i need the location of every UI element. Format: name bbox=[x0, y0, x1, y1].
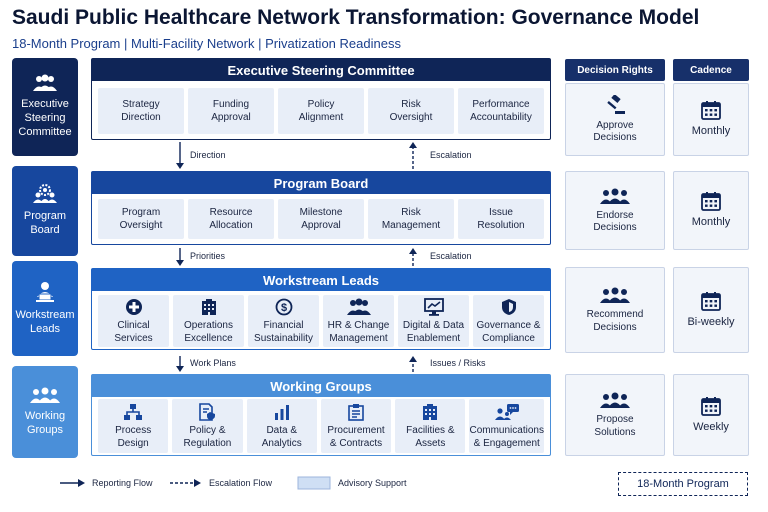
level-label-line: Steering bbox=[24, 112, 66, 125]
group-icon bbox=[600, 391, 630, 409]
page-title: Saudi Public Healthcare Network Transformation: Governance Model bbox=[12, 6, 700, 29]
reporting-flow-label: Direction bbox=[190, 149, 226, 160]
level-box bbox=[12, 58, 78, 156]
panel-item[interactable] bbox=[398, 295, 469, 347]
level-label-line: Working bbox=[24, 410, 66, 423]
plus-circle-icon bbox=[125, 298, 143, 316]
cadence-card bbox=[673, 374, 749, 456]
calendar-icon bbox=[701, 191, 721, 211]
group-icon bbox=[30, 386, 60, 404]
panel-items bbox=[98, 399, 544, 453]
panel-items bbox=[98, 295, 544, 347]
level-label bbox=[15, 309, 74, 337]
panel-item-line: Milestone bbox=[299, 207, 343, 218]
panel-item-line: Procurement bbox=[327, 424, 385, 436]
level-label-line: Executive bbox=[21, 98, 69, 111]
panel-item-line: Operations bbox=[184, 319, 233, 331]
panel-item[interactable] bbox=[98, 399, 168, 453]
legend-reporting: Reporting Flow bbox=[92, 478, 153, 488]
panel-items bbox=[98, 199, 544, 239]
panel-item-line: Approval bbox=[301, 220, 341, 231]
panel-item[interactable] bbox=[278, 199, 364, 239]
panel-title: Working Groups bbox=[92, 375, 550, 397]
escalation-flow-label: Escalation bbox=[430, 251, 472, 261]
program-duration-badge: 18-Month Program bbox=[618, 472, 748, 496]
panel-item-line: Strategy bbox=[122, 99, 160, 110]
panel-item[interactable] bbox=[248, 295, 319, 347]
cadence-value: Weekly bbox=[693, 420, 729, 433]
panel-item-line: Approval bbox=[211, 112, 251, 123]
decision-rights-line: Recommend bbox=[586, 309, 644, 320]
cadence-value: Monthly bbox=[691, 216, 731, 229]
group-icon bbox=[600, 187, 630, 205]
panel-items bbox=[98, 88, 544, 134]
panel-item[interactable] bbox=[98, 295, 169, 347]
decision-rights-line: Decisions bbox=[593, 222, 637, 233]
panel-item[interactable] bbox=[188, 88, 274, 134]
decision-rights-card bbox=[565, 171, 665, 250]
panel-item-line: Policy & bbox=[189, 424, 226, 436]
panel-item-line: Risk bbox=[401, 207, 421, 218]
clipboard-icon bbox=[348, 403, 364, 421]
panel-item[interactable] bbox=[458, 88, 544, 134]
panel-item-line: & Contracts bbox=[329, 437, 383, 449]
panel-item-line: Digital & Data bbox=[402, 319, 465, 331]
calendar-icon bbox=[701, 100, 721, 120]
panel-item-line: Direction bbox=[121, 112, 161, 123]
panel-item[interactable] bbox=[188, 199, 274, 239]
document-shield-icon bbox=[198, 403, 216, 421]
decision-rights-card bbox=[565, 267, 665, 353]
group-icon bbox=[600, 286, 630, 304]
panel-item-line: Issue bbox=[489, 207, 513, 218]
level-label-line: Board bbox=[30, 224, 60, 236]
panel-item[interactable] bbox=[368, 199, 454, 239]
level-label-line: Workstream bbox=[15, 308, 75, 321]
panel-item-line: Oversight bbox=[389, 112, 433, 123]
decision-rights-line: Decisions bbox=[593, 132, 637, 143]
panel-item-line: Services bbox=[114, 332, 153, 344]
panel-item-line: Resource bbox=[209, 207, 253, 218]
escalation-flow-label: Issues / Risks bbox=[430, 358, 486, 368]
panel-title: Executive Steering Committee bbox=[92, 59, 550, 81]
panel-item-line: Alignment bbox=[298, 112, 344, 123]
panel-item[interactable] bbox=[469, 399, 543, 453]
building-icon bbox=[421, 403, 439, 421]
level-label-line: Groups bbox=[26, 424, 64, 436]
level-label bbox=[25, 410, 65, 438]
decision-rights-card bbox=[565, 83, 665, 156]
level-panel bbox=[91, 171, 551, 245]
decision-rights-line: Propose bbox=[596, 414, 634, 425]
panel-item-line: Facilities & bbox=[406, 424, 455, 436]
panel-item-line: & Engagement bbox=[473, 437, 540, 449]
decision-rights-line: Solutions bbox=[594, 426, 636, 438]
panel-item[interactable] bbox=[321, 399, 391, 453]
level-box bbox=[12, 166, 78, 256]
reporting-flow-label: Work Plans bbox=[190, 358, 236, 368]
panel-item-line: Regulation bbox=[183, 437, 232, 449]
cadence-card bbox=[673, 171, 749, 250]
decision-rights-line: Decisions bbox=[593, 321, 637, 333]
panel-item-line: Excellence bbox=[184, 332, 233, 344]
panel-item-line: Analytics bbox=[261, 437, 302, 449]
panel-item-line: Policy bbox=[307, 99, 335, 110]
cadence-header: Cadence bbox=[673, 59, 749, 81]
panel-item-line: Management bbox=[381, 220, 441, 231]
level-box bbox=[12, 261, 78, 356]
gear-people-icon bbox=[32, 184, 58, 204]
cadence-value: Bi-weekly bbox=[687, 315, 735, 328]
panel-item[interactable] bbox=[323, 295, 394, 347]
panel-item-line: Compliance bbox=[482, 332, 535, 344]
cadence-card bbox=[673, 83, 749, 156]
panel-item-line: Performance bbox=[472, 99, 530, 110]
monitor-chart-icon bbox=[424, 298, 444, 316]
panel-item-line: HR & Change bbox=[327, 319, 390, 331]
people-icon bbox=[32, 74, 58, 92]
panel-item-line: Program bbox=[121, 207, 161, 218]
level-panel bbox=[91, 58, 551, 140]
building-icon bbox=[200, 298, 218, 316]
level-panel bbox=[91, 374, 551, 456]
panel-item-line: Financial bbox=[263, 319, 304, 331]
svg-text:$: $ bbox=[280, 301, 287, 314]
decision-rights-card bbox=[565, 374, 665, 456]
panel-title: Workstream Leads bbox=[92, 269, 550, 291]
dollar-circle-icon bbox=[275, 298, 293, 316]
panel-item-line: Funding bbox=[212, 99, 250, 110]
person-laptop-icon bbox=[33, 281, 57, 303]
reporting-flow-label: Priorities bbox=[190, 251, 226, 261]
panel-item-line: Assets bbox=[415, 437, 446, 449]
chat-people-icon bbox=[494, 403, 520, 421]
panel-item[interactable] bbox=[395, 399, 465, 453]
panel-item[interactable] bbox=[473, 295, 544, 347]
cadence-card bbox=[673, 267, 749, 353]
level-label-line: Leads bbox=[30, 322, 60, 335]
level-label-line: Committee bbox=[18, 125, 72, 138]
escalation-flow-label: Escalation bbox=[430, 149, 472, 160]
panel-item-line: Oversight bbox=[119, 220, 163, 231]
panel-item-line: Risk bbox=[401, 99, 421, 110]
panel-item[interactable] bbox=[247, 399, 317, 453]
cadence-value: Monthly bbox=[691, 125, 731, 138]
gavel-icon bbox=[604, 95, 626, 115]
level-panel bbox=[91, 268, 551, 350]
panel-item-line: Communications bbox=[469, 424, 544, 436]
panel-item-line: Clinical bbox=[117, 319, 150, 331]
legend-advisory: Advisory Support bbox=[338, 478, 407, 488]
calendar-icon bbox=[701, 396, 721, 416]
panel-item-line: Accountability bbox=[470, 112, 532, 123]
panel-item-line: Allocation bbox=[209, 220, 253, 231]
bar-chart-icon bbox=[273, 403, 291, 421]
panel-item-line: Data & bbox=[266, 424, 298, 436]
people-icon bbox=[346, 298, 372, 316]
panel-item[interactable] bbox=[98, 88, 184, 134]
hierarchy-icon bbox=[123, 403, 143, 421]
level-box bbox=[12, 366, 78, 458]
panel-item-line: Resolution bbox=[477, 220, 525, 231]
panel-item-line: Sustainability bbox=[254, 332, 313, 344]
panel-item-line: Governance & bbox=[476, 319, 541, 331]
level-label bbox=[18, 98, 71, 139]
decision-rights-line: Approve bbox=[596, 119, 634, 131]
panel-item-line: Enablement bbox=[406, 332, 461, 344]
panel-item-line: Management bbox=[329, 332, 388, 344]
decision-rights-header: Decision Rights bbox=[565, 59, 665, 81]
calendar-icon bbox=[701, 291, 721, 311]
decision-rights-line: Endorse bbox=[596, 209, 634, 221]
panel-item[interactable] bbox=[278, 88, 364, 134]
panel-item[interactable] bbox=[173, 295, 244, 347]
level-label bbox=[24, 210, 66, 238]
panel-item-line: Process bbox=[115, 424, 152, 436]
panel-item[interactable] bbox=[98, 199, 184, 239]
level-label-line: Program bbox=[23, 210, 67, 223]
panel-item[interactable] bbox=[172, 399, 242, 453]
panel-item[interactable] bbox=[458, 199, 544, 239]
panel-item[interactable] bbox=[368, 88, 454, 134]
page-subtitle: 18-Month Program | Multi-Facility Network | Privatization Readiness bbox=[12, 36, 401, 51]
panel-title: Program Board bbox=[92, 172, 550, 194]
shield-icon bbox=[501, 298, 517, 316]
panel-item-line: Design bbox=[117, 437, 149, 449]
legend-escalation: Escalation Flow bbox=[209, 478, 273, 488]
